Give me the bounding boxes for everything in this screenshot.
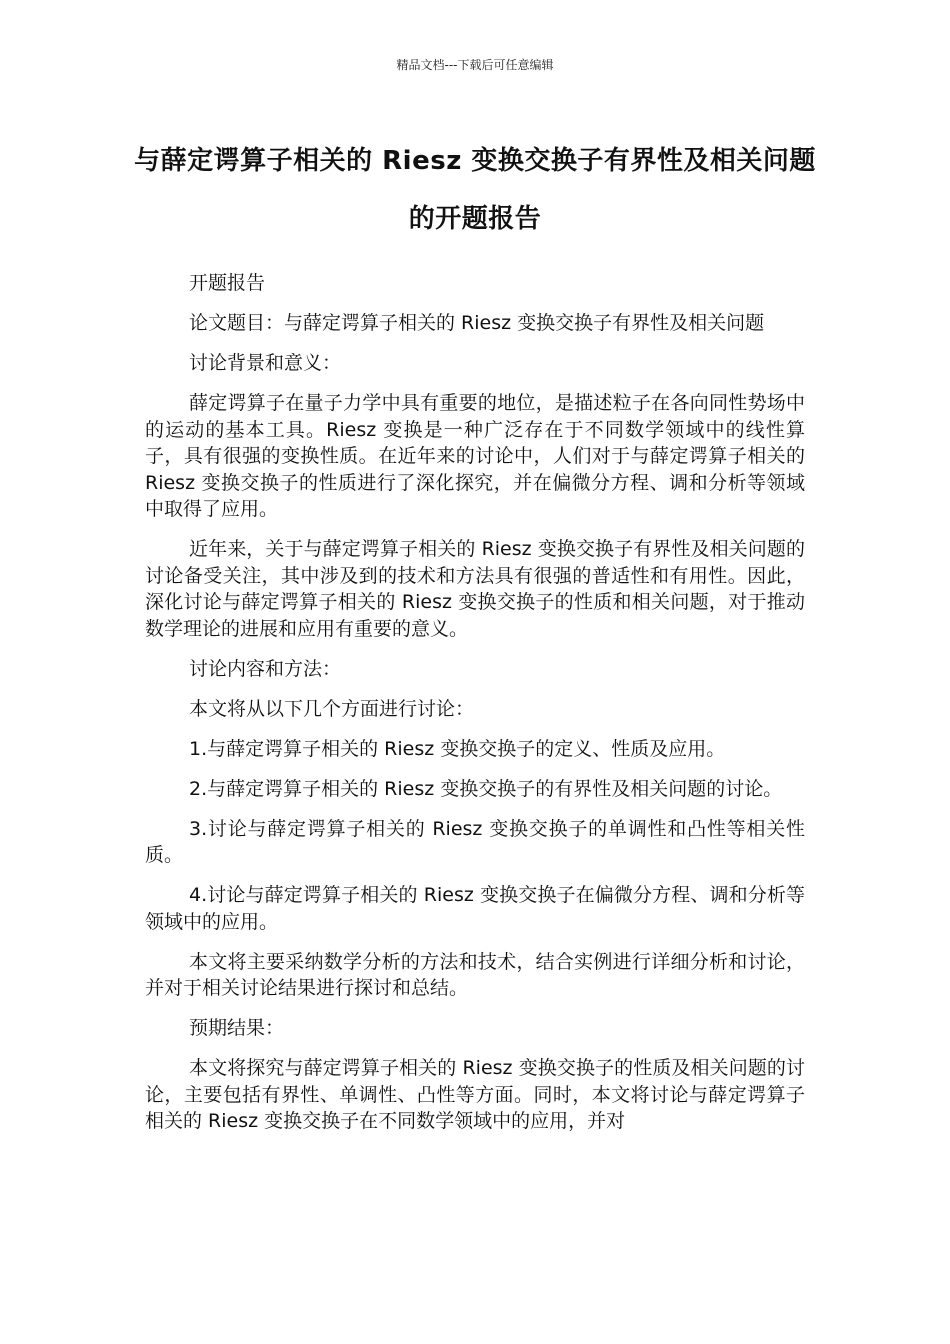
- document-title: 与薛定谔算子相关的 Riesz 变换交换子有界性及相关问题的开题报告: [134, 146, 816, 234]
- paragraph-background-1: 薛定谔算子在量子力学中具有重要的地位，是描述粒子在各向同性势场中的运动的基本工具。Riesz 变换是一种广泛存在于不同数学领域中的线性算子，具有很强的变换性质。在近年来的讨论中，人们对于与薛定谔算子相关的 Riesz 变换交换子的性质进行了深化探究，并在偏微分方程、调和分析等领域中取得了应用。: [145, 392, 805, 520]
- section-heading-content-methods: 讨论内容和方法：: [189, 657, 342, 680]
- list-item-2: 2.与薛定谔算子相关的 Riesz 变换交换子的有界性及相关问题的讨论。: [189, 777, 783, 800]
- list-item-4: 4.讨论与薛定谔算子相关的 Riesz 变换交换子在偏微分方程、调和分析等领域中的应用。: [145, 884, 805, 933]
- list-item-3: 3.讨论与薛定谔算子相关的 Riesz 变换交换子的单调性和凸性等相关性质。: [145, 817, 805, 866]
- paragraph-background-2: 近年来，关于与薛定谔算子相关的 Riesz 变换交换子有界性及相关问题的讨论备受关注，其中涉及到的技术和方法具有很强的普适性和有用性。因此，深化讨论与薛定谔算子相关的 Riesz 变换交换子的性质和相关问题，对于推动数学理论的进展和应用有重要的意义。: [145, 538, 805, 640]
- paragraph-thesis-title: 论文题目：与薛定谔算子相关的 Riesz 变换交换子有界性及相关问题: [189, 312, 765, 334]
- list-item-1: 1.与薛定谔算子相关的 Riesz 变换交换子的定义、性质及应用。: [189, 737, 726, 760]
- document-body: [145, 270, 805, 1148]
- paragraph-content-intro: 本文将从以下几个方面进行讨论：: [189, 697, 475, 720]
- paragraph-methods: 本文将主要采纳数学分析的方法和技术，结合实例进行详细分析和讨论，并对于相关讨论结果进行探讨和总结。: [145, 950, 805, 999]
- paragraph-report-label: 开题报告: [189, 272, 266, 294]
- header-note: 精品文档---下载后可任意编辑: [396, 58, 554, 72]
- section-heading-background: 讨论背景和意义：: [189, 352, 342, 374]
- paragraph-expected-results: 本文将探究与薛定谔算子相关的 Riesz 变换交换子的性质及相关问题的讨论，主要包括有界性、单调性、凸性等方面。同时，本文将讨论与薛定谔算子相关的 Riesz 变换交换子在不同数学领域中的应用，并对: [145, 1057, 805, 1132]
- section-heading-expected-results: 预期结果：: [189, 1017, 285, 1039]
